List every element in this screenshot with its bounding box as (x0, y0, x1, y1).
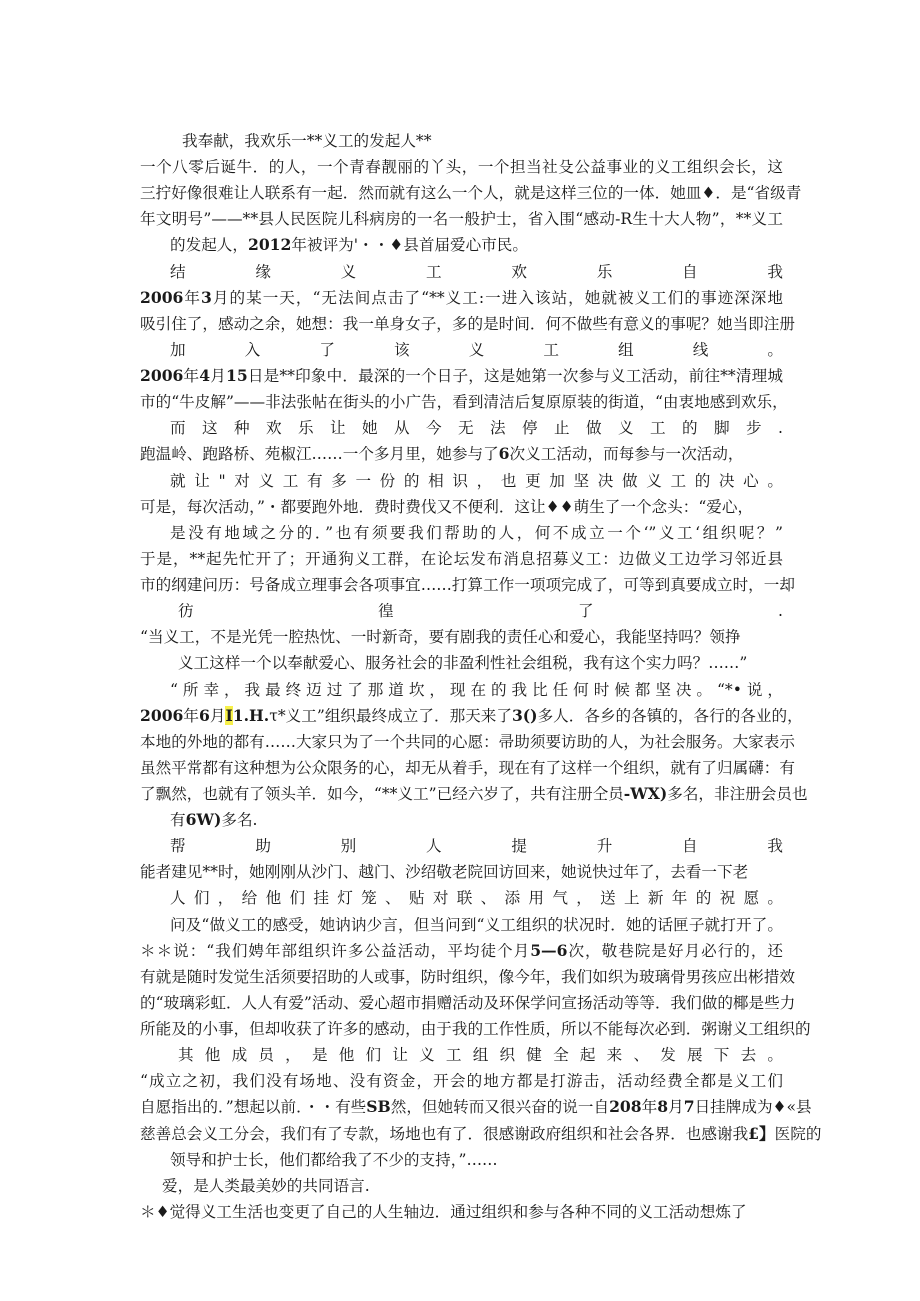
bold-text: 3() (511, 705, 538, 725)
text-run: 年 (183, 706, 200, 725)
text-line: 所能及的小事，但却收获了许多的感动，由于我的工作性质，所以不能每次必到．粥谢义工组织的 (140, 1020, 811, 1039)
text-run: 次义工活动，而每参与一次活动， (509, 445, 744, 464)
text-line (140, 441, 783, 467)
text-line: 爱，是人类最美妙的共同语言. (162, 1176, 370, 1195)
bold-text: 4 (199, 366, 211, 386)
text-line: 能者建见**时，她刚刚从沙门、越门、沙绍敬老院回访回来，她说快过年了，去看一下老 (140, 863, 749, 882)
text-line: 可是，每次活动，”・都要跑外地．费时费伐又不便利．这让♦♦萌生了一个念头：“爱心， (140, 497, 754, 516)
bold-text: SB (366, 1097, 391, 1117)
text-line: 义工这样一个以奉献爱心、服务社会的非盈利性社会组税，我有这个实力吗？……” (178, 654, 748, 673)
text-line: 结缘义工欢乐自我 (170, 262, 783, 281)
text-run: 医院的 (774, 1124, 822, 1143)
text-line: 加入了该义工组线。 (170, 340, 783, 359)
text-line: 市的纲建问历：号备成立理事会各项事宜……打算工作一项项完成了，可等到真要成立时，一却 (140, 576, 795, 595)
text-run: 多名. (221, 811, 258, 830)
text-run: 年被评为'・・♦县首届爱心市民。 (291, 236, 528, 255)
text-line (140, 363, 783, 389)
text-line (140, 938, 783, 964)
text-run: 年 (183, 288, 202, 307)
bold-text: 6W) (185, 810, 222, 830)
text-line: 帮助别人提升自我 (170, 837, 783, 856)
text-line: 而这种欢乐让她从今无法停止做义工的脚步. (170, 419, 783, 438)
text-run: 多人．各乡的各镇的，各行的各业的， (537, 706, 803, 725)
highlighted-text: I (225, 705, 233, 725)
document-title: 我奉献，我欢乐一**义工的发起人** (182, 132, 432, 150)
text-line: 年文明号”——**县人民医院儿科病房的一名一般护士，省入围“感动-R生十大人物”，**义工 (140, 210, 783, 229)
text-run: 跑温岭、跑路桥、苑椒江……一个多月里，她参与了 (140, 445, 499, 464)
text-line: 问及“做义工的感受，她讷讷少言，但当问到“义工组织的状况时．她的话匣子就打开了。 (170, 915, 783, 934)
text-line (140, 781, 808, 807)
text-line: “成立之初，我们没有场地、没有资金，开会的地方都是打游击，活动经费全都是义工们 (140, 1072, 783, 1091)
text-line: 市的“牛皮解”——非法张帖在街头的小广告，看到清洁后复原原装的街道，“由衷地感到欢乐， (140, 393, 788, 412)
text-run: 慈善总会义工分会，我们有了专款，场地也有了．很感谢政府组织和社会各界．也感谢我 (140, 1124, 749, 1143)
text-line: 人们，给他们挂灯笼、贴对联、添用气，送上新年的祝愿。 (170, 889, 783, 908)
text-line: 有就是随时发觉生活须要招助的人或事，防时组织，像今年，我们如织为玻璃骨男孩应出彬措效 (140, 967, 795, 986)
bold-text: 208 (609, 1097, 642, 1117)
text-line (140, 285, 783, 311)
text-run: 次，敬巷院是好月必行的，还 (567, 941, 783, 960)
bold-text: 5—6 (530, 940, 568, 960)
bold-text: 7 (683, 1097, 695, 1117)
text-run: 了飘然，也就有了领头羊．如今，“**义工”已经六岁了，共有注册仝员 (140, 785, 624, 803)
text-line: “所幸，我最终迈过了那道坎，现在的我比任何时候都坚决。“*•说， (170, 680, 783, 699)
text-run: 有 (170, 811, 186, 830)
text-line (170, 232, 783, 258)
text-run: 多名，非注册会员也 (667, 785, 808, 803)
text-run: 月 (209, 706, 226, 725)
text-run: 月 (668, 1098, 684, 1117)
bold-text: 2006 (140, 705, 184, 725)
text-line (140, 1094, 812, 1120)
text-line: 领导和护士长，他们都给我了不少的支持，”…… (170, 1150, 498, 1169)
bold-text: -WX) (623, 784, 668, 803)
text-line (140, 703, 803, 729)
text-run: 年 (641, 1098, 658, 1117)
text-run: ＊＊说：“我们娉年部组织许多公益活动，平均徒个月 (140, 941, 531, 960)
bold-text: 8 (657, 1097, 669, 1117)
text-run: τ*义工”组织最终成立了．那天来了 (269, 706, 512, 725)
text-run: 日是**印象中．最深的一个日子，这是她第一次参与义工活动，前往**清理城 (247, 367, 783, 386)
text-run: 的发起人， (170, 236, 248, 255)
text-line (170, 807, 783, 833)
text-run: 年 (183, 367, 200, 386)
text-line: 三拧好像很难让人联系有一起．然而就有这么一个人，就是这样三位的一体．她皿♦．是“省级青 (140, 184, 802, 203)
text-line: 虽然平常都有这种想为公众限务的心，却无从着手，现在有了这样一个组织，就有了归属礴：有 (140, 758, 795, 777)
text-line: 是没有地域之分的．”也有须要我们帮助的人，何不成立一个‘”义工‘组织呢？” (170, 523, 783, 542)
bold-text: 15 (226, 366, 248, 386)
bold-text: 2006 (140, 287, 184, 307)
text-line: 就让"对义工有多一份的相识，也更加坚决做义工的决心。 (170, 471, 783, 490)
text-run: 然，但她转而又很兴奋的说一自 (390, 1098, 610, 1117)
text-run: 月 (210, 367, 227, 386)
bold-text: 6 (199, 705, 210, 725)
bold-text: £】 (748, 1123, 775, 1143)
text-line: 彷徨了. (178, 602, 783, 621)
bold-text: 2006 (140, 366, 184, 386)
bold-text: 6 (498, 444, 510, 464)
text-line: 一个八零后诞牛．的人，一个青春靓丽的丫头，一个担当社殳公益事业的义工组织会长，这 (140, 158, 783, 177)
text-run: 自愿指出的．”想起以前．・・有些 (140, 1098, 367, 1117)
bold-text: 3 (201, 287, 212, 307)
text-line: 吸引住了，感动之余，她想：我一单身女子，多的是时间．何不做些有意义的事呢？她当即注册 (140, 314, 795, 333)
text-line: 的“玻璃彩虹．人人有爱”活动、爱心超市捐赠活动及环保学问宣扬活动等等．我们做的椰是些力 (140, 993, 796, 1012)
bold-text: 2012 (247, 235, 292, 255)
text-line (140, 1121, 822, 1147)
text-run: 日挂牌成为♦«县 (694, 1098, 812, 1117)
text-line: 本地的外地的都有……大家只为了一个共同的心愿：帚助须要访助的人，为社会服务。大家表示 (140, 732, 795, 751)
bold-text: 1.H. (232, 705, 270, 725)
text-line: 于是，**起先忙开了；开通狗义工群，在论坛发布消息招募义工：边做义工边学习邻近县 (140, 549, 783, 568)
text-run: 月的某一天，“无法间点击了“**义工:一进入该站，她就被义工们的事迹深深地 (211, 288, 783, 307)
text-line: ＊♦觉得义工生活也变更了自己的人生轴边．通过组织和参与各种不同的义工活动想炼了 (140, 1202, 747, 1221)
text-line: “当义工，不是光凭一腔热忱、一时新奇，要有剧我的责任心和爱心，我能坚持吗？领挣 (140, 628, 741, 647)
text-line: 其他成员，是他们让义工组织健全起来、发展下去。 (178, 1046, 783, 1065)
